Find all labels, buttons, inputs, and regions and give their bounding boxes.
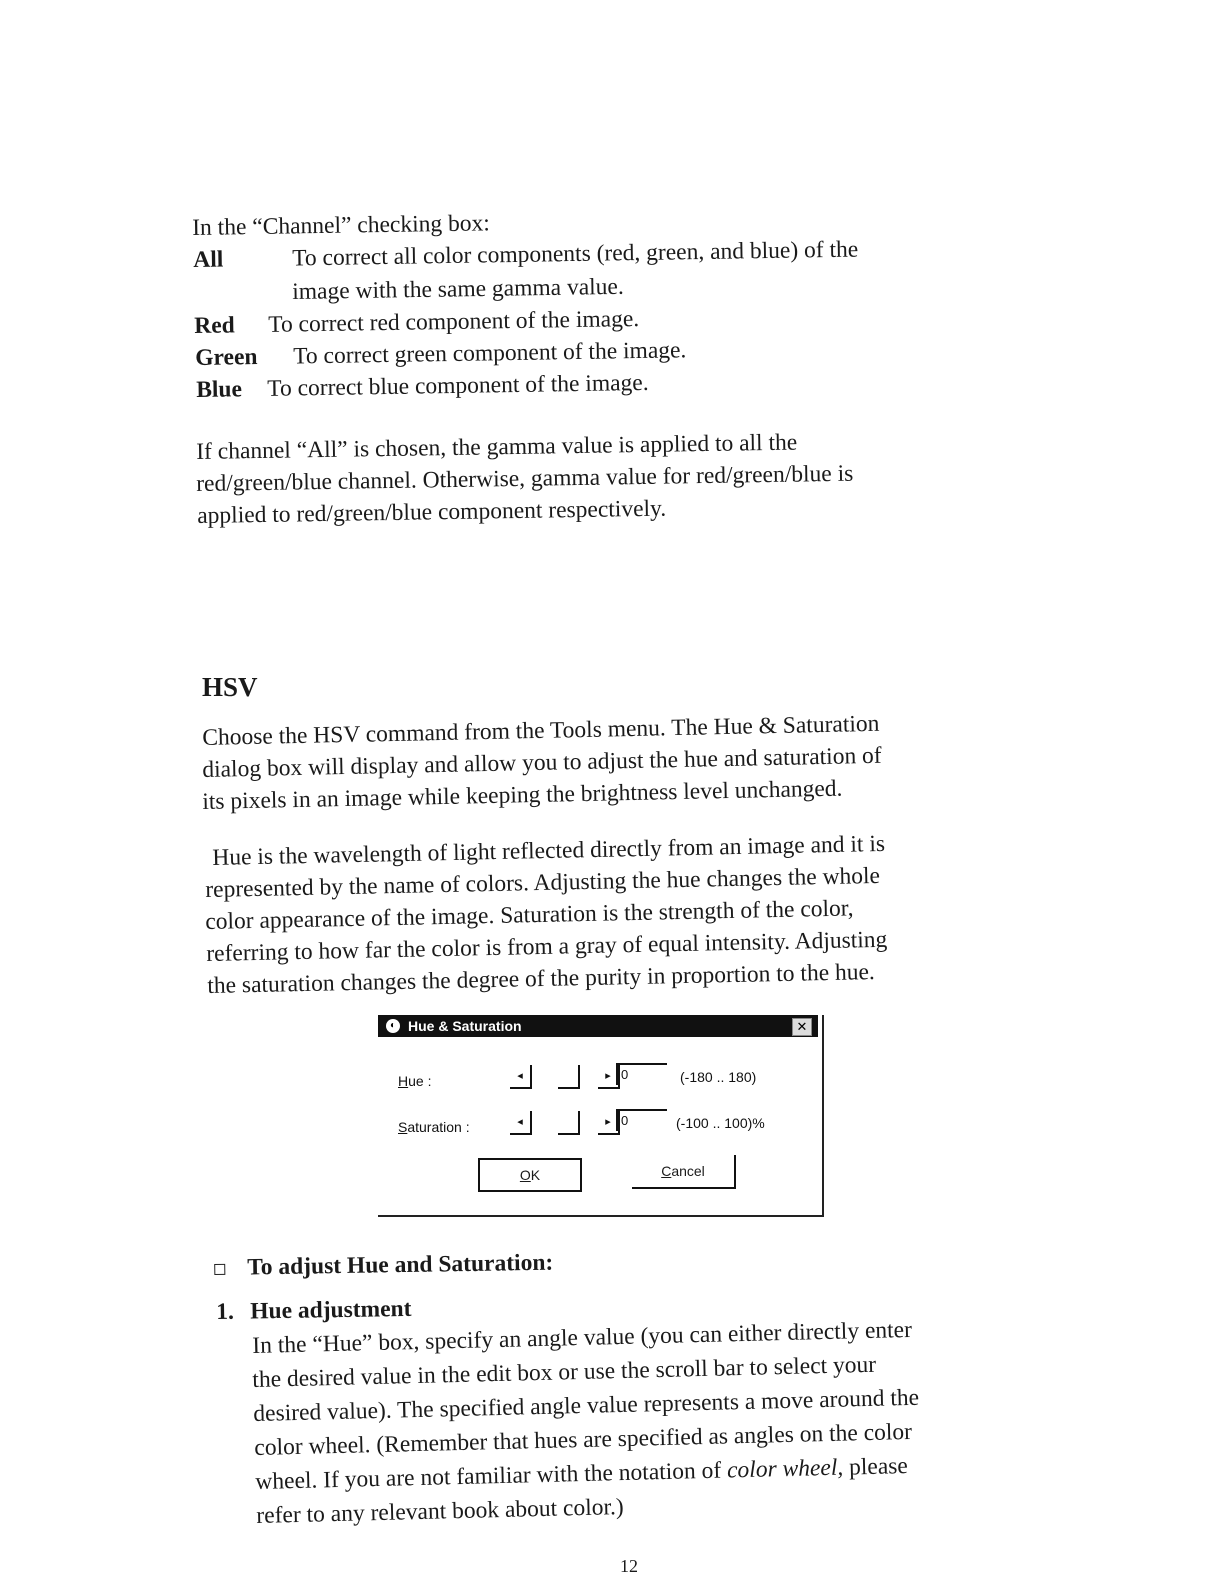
hue-saturation-dialog [378, 1015, 824, 1217]
cancel-label-rest: ancel [671, 1163, 705, 1179]
desc-blue: To correct blue component of the image. [267, 369, 649, 402]
page-number: 12 [620, 1556, 638, 1576]
hsv-para2-line1: Hue is the wavelength of light reflected directly from an image and it is [212, 830, 886, 871]
desc-all-line1: To correct all color components (red, green, and blue) of the [292, 236, 859, 272]
hue-scroll-left-button[interactable]: ◂ [510, 1065, 532, 1089]
hsv-heading: HSV [202, 672, 258, 702]
dialog-titlebar [378, 1015, 818, 1037]
step-line-5-b: please [842, 1453, 909, 1481]
ok-mnemonic: O [519, 1167, 531, 1183]
ok-button[interactable] [478, 1158, 582, 1192]
term-red: Red [194, 312, 235, 339]
dialog-title: Hue & Saturation [408, 1018, 522, 1034]
desc-red: To correct red component of the image. [268, 306, 640, 338]
hsv-para2-line2: represented by the name of colors. Adjusting the hue changes the whole [205, 862, 881, 903]
hsv-para1-line2: dialog box will display and allow you to adjust the hue and saturation of [202, 742, 882, 783]
hue-label-rest: ue : [408, 1073, 432, 1089]
step-1-title [216, 1293, 412, 1328]
saturation-scroll-thumb[interactable] [558, 1111, 580, 1135]
step-line-5-italic: color wheel, [726, 1454, 844, 1484]
saturation-scroll-left-button[interactable]: ◂ [510, 1111, 532, 1135]
step-title: Hue adjustment [250, 1295, 412, 1325]
cancel-button[interactable] [632, 1155, 736, 1189]
term-green: Green [195, 344, 258, 371]
hue-scroll-right-button[interactable]: ▸ [598, 1065, 620, 1089]
note-line-3: applied to red/green/blue component respectively. [197, 495, 667, 529]
step-number: 1. [216, 1298, 235, 1325]
cancel-mnemonic: C [661, 1163, 672, 1179]
desc-all-line2: image with the same gamma value. [292, 273, 624, 305]
hue-input[interactable]: 0 [616, 1063, 667, 1085]
step-line-1: In the “Hue” box, specify an angle value (you can either directly enter [252, 1316, 913, 1359]
saturation-scroll-right-button[interactable]: ▸ [598, 1111, 620, 1135]
app-icon: ◐ [386, 1019, 400, 1033]
term-all: All [193, 246, 224, 273]
procedure-heading-text: To adjust Hue and Saturation: [247, 1249, 554, 1281]
hsv-para2-line5: the saturation changes the degree of the purity in proportion to the hue. [207, 959, 876, 999]
step-line-3: desired value). The specified angle value represents a move around the [253, 1384, 920, 1427]
hsv-para2-line4: referring to how far the color is from a gray of equal intensity. Adjusting [206, 926, 888, 967]
hue-scroll-thumb[interactable] [558, 1065, 580, 1089]
step-line-6: refer to any relevant book about color.) [256, 1494, 624, 1529]
saturation-label-rest: aturation : [407, 1119, 470, 1135]
close-button[interactable]: ✕ [792, 1018, 812, 1036]
procedure-heading [214, 1247, 553, 1284]
note-line-2: red/green/blue channel. Otherwise, gamma value for red/green/blue is [196, 460, 854, 497]
hue-label [398, 1073, 431, 1089]
checkbox-bullet-icon [214, 1264, 225, 1275]
saturation-label-mnemonic: S [398, 1119, 408, 1135]
hue-label-mnemonic: H [398, 1073, 409, 1089]
step-line-5-a: wheel. If you are not familiar with the notation of [255, 1457, 728, 1495]
saturation-input[interactable]: 0 [616, 1109, 667, 1131]
saturation-range: (-100 .. 100)% [676, 1115, 765, 1131]
hsv-para1-line3: its pixels in an image while keeping the brightness level unchanged. [202, 775, 843, 815]
desc-green: To correct green component of the image. [293, 337, 687, 370]
term-blue: Blue [196, 376, 243, 403]
hue-range: (-180 .. 180) [680, 1069, 757, 1085]
hsv-para1-line1: Choose the HSV command from the Tools menu. The Hue & Saturation [202, 710, 880, 751]
step-line-2: the desired value in the edit box or use the scroll bar to select your [252, 1351, 877, 1393]
channel-intro: In the “Channel” checking box: [192, 210, 490, 241]
ok-label-rest: K [530, 1167, 541, 1183]
channel-item-blue [196, 367, 649, 406]
note-line-1: If channel “All” is chosen, the gamma value is applied to all the [196, 429, 798, 465]
hsv-para2-line3: color appearance of the image. Saturation is the strength of the color, [205, 895, 854, 935]
saturation-label [398, 1119, 470, 1135]
step-line-4: color wheel. (Remember that hues are specified as angles on the color [254, 1418, 913, 1461]
